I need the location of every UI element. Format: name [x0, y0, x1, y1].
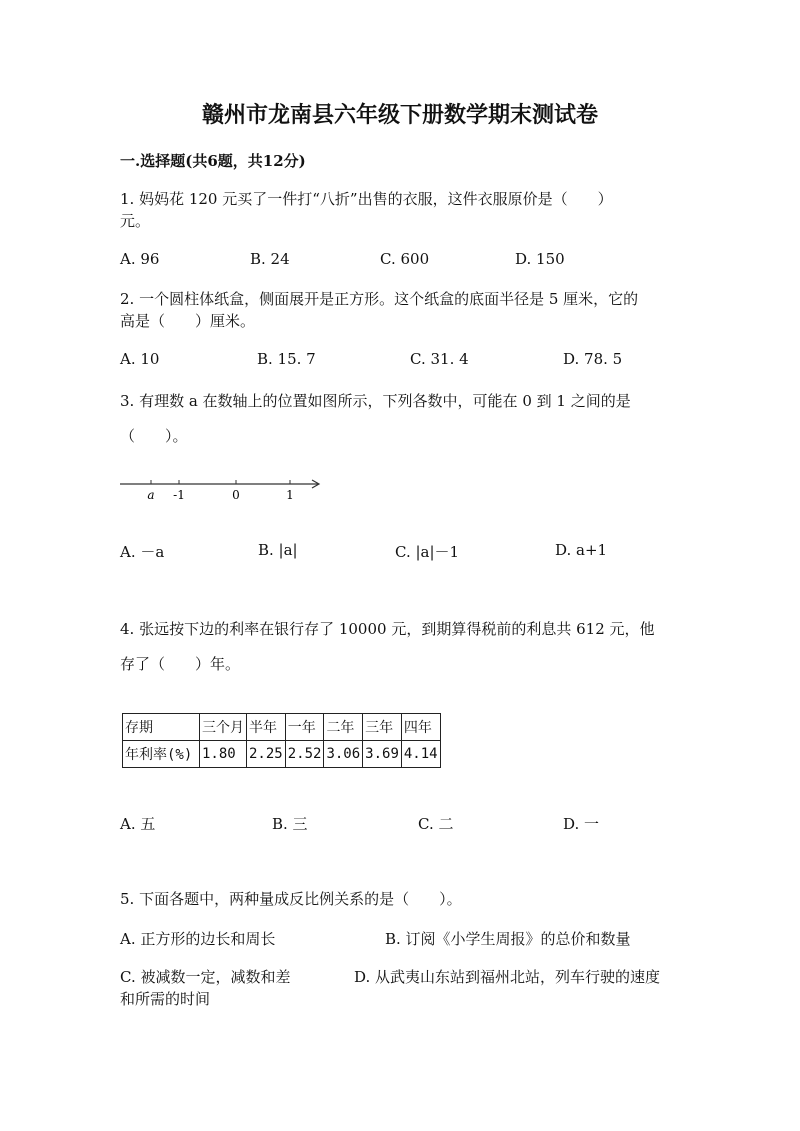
- q3-option-b: B. |a|: [258, 541, 298, 559]
- page-title: 赣州市龙南县六年级下册数学期末测试卷: [201, 102, 598, 128]
- q4-option-d: D. 一: [563, 815, 600, 833]
- q4-option-a: A. 五: [120, 815, 156, 833]
- q1-option-a: A. 96: [120, 250, 160, 268]
- question-4-line-2: 存了（ ）年。: [120, 655, 241, 673]
- table-cell: 3.69: [363, 741, 402, 768]
- table-cell: 1.80: [200, 741, 247, 768]
- label-a: a: [147, 488, 155, 502]
- label-0: 0: [232, 488, 240, 502]
- section-heading: 一.选择题(共6题，共12分): [120, 152, 306, 170]
- q3-option-a: A. －a: [120, 543, 165, 561]
- q4-option-b: B. 三: [272, 815, 308, 833]
- table-cell: 一年: [285, 714, 324, 741]
- table-row: [123, 741, 441, 768]
- label-1: 1: [286, 488, 294, 502]
- q5-option-d: D. 从武夷山东站到福州北站，列车行驶的速度: [354, 968, 661, 986]
- q3-option-d: D. a+1: [555, 541, 608, 559]
- question-1-line-2: 元。: [120, 212, 151, 230]
- q2-option-d: D. 78. 5: [563, 350, 623, 368]
- q5-option-a: A. 正方形的边长和周长: [120, 930, 276, 948]
- question-3-line-2: （ ）。: [120, 427, 188, 445]
- table-cell: 半年: [247, 714, 286, 741]
- q4-option-c: C. 二: [418, 815, 454, 833]
- q1-option-b: B. 24: [250, 250, 290, 268]
- question-2-line-1: 2. 一个圆柱体纸盒，侧面展开是正方形。这个纸盒的底面半径是 5 厘米，它的: [120, 290, 639, 308]
- q5-option-d-continued: 和所需的时间: [120, 990, 211, 1008]
- question-1-line-1: 1. 妈妈花 120 元买了一件打“八折”出售的衣服，这件衣服原价是（ ）: [120, 190, 613, 208]
- q5-option-b: B. 订阅《小学生周报》的总价和数量: [385, 930, 631, 948]
- q3-option-c: C. |a|－1: [395, 543, 460, 561]
- table-cell: 二年: [324, 714, 363, 741]
- q5-option-c: C. 被减数一定，减数和差: [120, 968, 291, 986]
- table-cell: 年利率(%): [123, 741, 200, 768]
- q2-option-b: B. 15. 7: [257, 350, 316, 368]
- question-5-line-1: 5. 下面各题中，两种量成反比例关系的是（ ）。: [120, 890, 462, 908]
- table-cell: 3.06: [324, 741, 363, 768]
- table-header-row: [123, 714, 441, 741]
- table-cell: 三年: [363, 714, 402, 741]
- question-4-line-1: 4. 张远按下边的利率在银行存了 10000 元，到期算得税前的利息共 612 元，他: [120, 620, 655, 638]
- label-minus-1: -1: [173, 488, 185, 502]
- table-cell: 2.25: [247, 741, 286, 768]
- q2-option-c: C. 31. 4: [410, 350, 469, 368]
- table-cell: 4.14: [401, 741, 440, 768]
- q1-option-c: C. 600: [380, 250, 430, 268]
- table-cell: 2.52: [285, 741, 324, 768]
- question-3-line-1: 3. 有理数 a 在数轴上的位置如图所示，下列各数中，可能在 0 到 1 之间的是: [120, 392, 631, 410]
- table-cell: 存期: [123, 714, 200, 741]
- q2-option-a: A. 10: [120, 350, 160, 368]
- q1-option-d: D. 150: [515, 250, 565, 268]
- table-cell: 四年: [401, 714, 440, 741]
- table-cell: 三个月: [200, 714, 247, 741]
- number-line-figure: [118, 475, 328, 505]
- interest-rate-table: [122, 713, 441, 768]
- question-2-line-2: 高是（ ）厘米。: [120, 312, 256, 330]
